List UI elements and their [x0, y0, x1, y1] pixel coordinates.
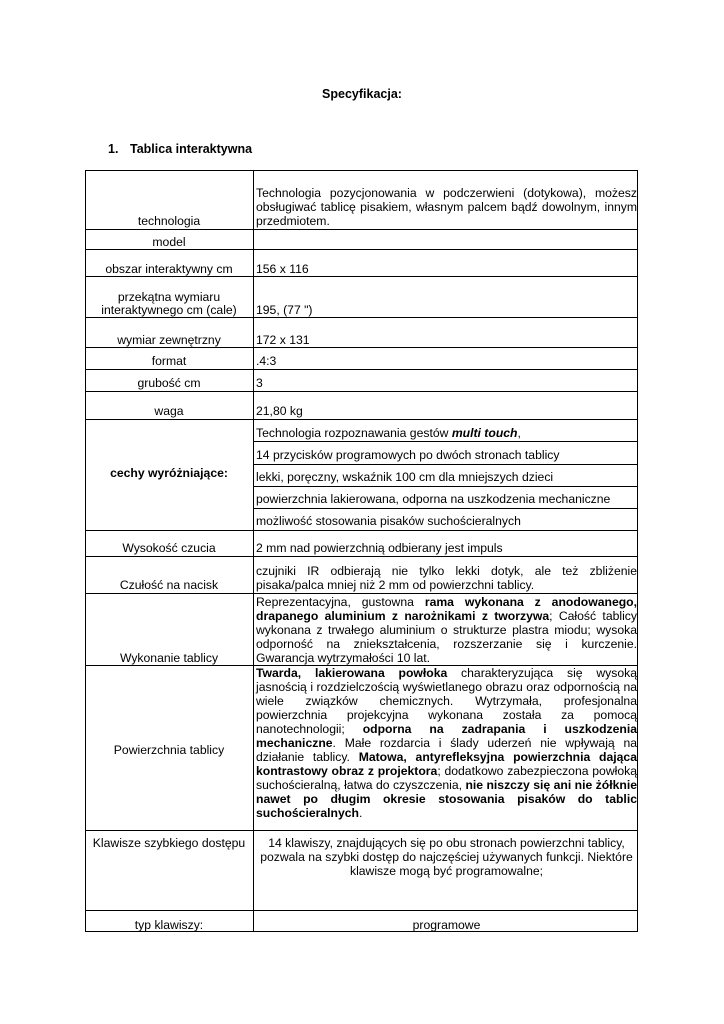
- row-divider: [86, 830, 638, 831]
- table-border-right: [637, 170, 638, 932]
- row-divider: [86, 910, 638, 911]
- value-interactive-area: 156 x 116: [256, 262, 309, 276]
- label-sensing-height: Wysokość czucia: [122, 541, 216, 555]
- feature-item: Technologia rozpoznawania gestów multi touch,: [256, 426, 521, 440]
- feature-item: możliwość stosowania pisaków suchościeralnych: [256, 514, 521, 528]
- row-divider: [86, 229, 638, 230]
- value-format: .4:3: [256, 354, 277, 368]
- value-diagonal: 195, (77 "): [256, 303, 313, 317]
- value-quick-keys: 14 klawiszy, znajdujących się po obu stronach powierzchni tablicy, pozwala na szybki dostęp do najczęściej używanych funkcji. Niektóre klawisze mogą być programowalne;: [260, 836, 633, 878]
- label-quick-keys: Klawisze szybkiego dostępu: [92, 836, 246, 850]
- subrow-divider: [254, 441, 638, 442]
- row-divider: [86, 391, 638, 392]
- label-weight: waga: [154, 404, 184, 418]
- label-diagonal-line1: przekątna wymiaru: [117, 290, 221, 304]
- row-divider: [86, 593, 638, 594]
- row-divider: [86, 369, 638, 370]
- row-divider: [86, 249, 638, 250]
- label-format: format: [151, 354, 187, 368]
- label-technologia: technologia: [137, 214, 201, 228]
- label-diagonal-line2: interaktywnego cm (cale): [101, 303, 237, 317]
- label-pressure-sensitivity: Czułość na nacisk: [119, 578, 219, 592]
- value-pressure-sensitivity: czujniki IR odbierają nie tylko lekki dotyk, ale też zbliżenie pisaka/palca mniej niż 2 mm od powierzchni tablicy.: [256, 564, 637, 592]
- value-external-size: 172 x 131: [256, 333, 310, 347]
- subrow-divider: [254, 508, 638, 509]
- value-surface: Twarda, lakierowana powłoka charakteryzująca się wysoką jasnością i rozdzielczością wyświetlanego obrazu oraz odpornością na wiele związków chemicznych. Wytrzymała, profesjonalna powierzchnia projekcyjna wykonana została za pomocą nanotechnologii; odporna na zadrapania i uszkodzenia mechaniczne. Małe rozdarcia i ślady uderzeń nie wpływają na działanie tablicy. Matowa, antyrefleksyjna powierzchnia dająca kontrastowy obraz z projektora; dodatkowo zabezpieczona powłoką suchościeralną, łatwa do czyszczenia, nie niszczy się ani nie żółknie nawet po długim okresie stosowania pisaków do tablic suchościeralnych.: [256, 666, 637, 820]
- value-technologia: Technologia pozycjonowania w podczerwieni (dotykowa), możesz obsługiwać tablicę pisakiem, własnym palcem bądź dowolnym, innym przedmiotem.: [256, 186, 637, 228]
- label-surface: Powierzchnia tablicy: [113, 743, 225, 757]
- row-divider: [86, 317, 638, 318]
- row-divider: [86, 347, 638, 348]
- label-model: model: [152, 235, 186, 249]
- row-divider: [86, 419, 638, 420]
- value-thickness: 3: [256, 376, 263, 390]
- row-divider: [86, 530, 638, 531]
- feature-item: powierzchnia lakierowana, odporna na uszkodzenia mechaniczne: [256, 492, 611, 506]
- label-interactive-area: obszar interaktywny cm: [105, 262, 233, 276]
- row-divider: [86, 276, 638, 277]
- value-weight: 21,80 kg: [256, 404, 303, 418]
- page-heading: Specyfikacja:: [322, 87, 402, 101]
- label-features: cechy wyróżniające:: [110, 466, 228, 480]
- label-thickness: grubość cm: [137, 376, 201, 390]
- label-external-size: wymiar zewnętrzny: [117, 333, 221, 347]
- value-key-type: programowe: [412, 918, 481, 932]
- subrow-divider: [254, 464, 638, 465]
- label-key-type: typ klawiszy:: [134, 918, 204, 932]
- section-number: 1.: [108, 142, 119, 156]
- row-divider: [86, 556, 638, 557]
- table-column-divider: [253, 170, 254, 932]
- feature-item: lekki, poręczny, wskaźnik 100 cm dla mniejszych dzieci: [256, 470, 554, 484]
- section-label: Tablica interaktywna: [130, 142, 253, 156]
- value-sensing-height: 2 mm nad powierzchnią odbierany jest impuls: [256, 541, 503, 555]
- table-border-top: [85, 170, 638, 171]
- value-construction: Reprezentacyjna, gustowna rama wykonana z anodowanego, drapanego aluminium z narożnikami z tworzywa; Całość tablicy wykonana z trwałego aluminium o strukturze plastra miodu; wysoka odporność na zniekształcenia, rozszerzanie się i kurczenie. Gwarancja wytrzymałości 10 lat.: [256, 595, 637, 665]
- subrow-divider: [254, 486, 638, 487]
- label-construction: Wykonanie tablicy: [119, 651, 219, 665]
- feature-item: 14 przycisków programowych po dwóch stronach tablicy: [256, 448, 560, 462]
